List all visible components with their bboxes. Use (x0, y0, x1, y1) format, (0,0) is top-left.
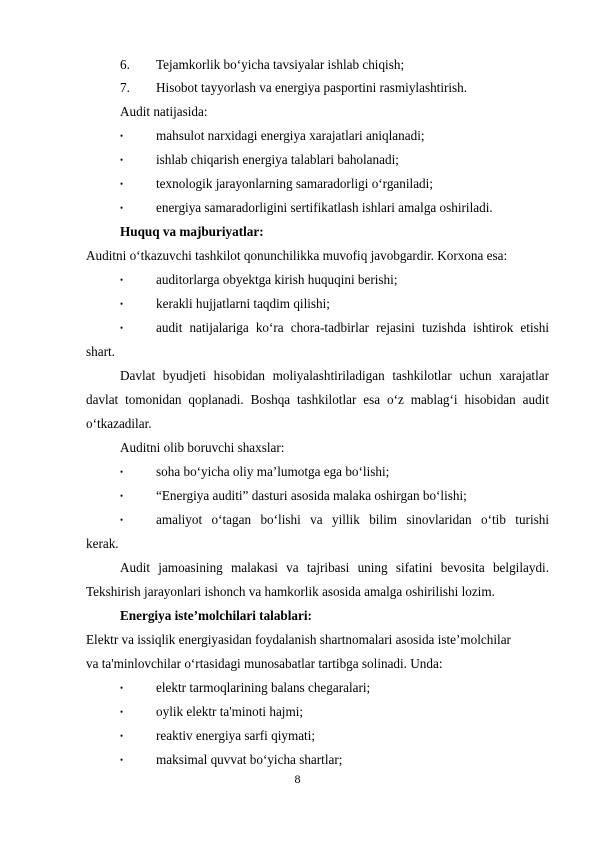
paragraph: Auditni olib boruvchi shaxslar: (120, 440, 285, 455)
bullet-icon: • (120, 467, 124, 477)
page-number: 8 (294, 772, 301, 786)
section-heading: Huquq va majburiyatlar: (120, 224, 264, 239)
bullet-icon: • (120, 515, 124, 525)
bullet-icon: • (120, 155, 124, 165)
numbered-item: Hisobot tayyorlash va energiya pasportini rasmiylashtirish. (156, 80, 468, 95)
list-number: 7. (120, 80, 130, 95)
bullet-icon: • (120, 323, 124, 333)
list-item: texnologik jarayonlarning samaradorligi o‘rganiladi; (156, 176, 433, 191)
paragraph: Elektr va issiqlik energiyasidan foydalanish shartnomalari asosida iste’molchilar (86, 632, 511, 647)
list-item: maksimal quvvat bo‘yicha shartlar; (156, 752, 343, 767)
paragraph: va ta'minlovchilar o‘rtasidagi munosabatlar tartibga solinadi. Unda: (86, 656, 443, 671)
paragraph: Audit natijasida: (120, 104, 208, 119)
bullet-icon: • (120, 131, 124, 141)
paragraph: Audit jamoasining malakasi va tajribasi uning sifatini bevosita belgilaydi. (120, 560, 549, 575)
bullet-icon: • (120, 755, 124, 765)
bullet-icon: • (120, 275, 124, 285)
paragraph: Tekshirish jarayonlari ishonch va hamkorlik asosida amalga oshirilishi lozim. (86, 584, 495, 599)
list-item-continuation: kerak. (86, 536, 119, 551)
list-item: elektr tarmoqlarining balans chegaralari; (156, 680, 371, 695)
bullet-icon: • (120, 203, 124, 213)
paragraph: o‘tkazadilar. (86, 416, 152, 431)
bullet-icon: • (120, 299, 124, 309)
list-item: soha bo‘yicha oliy ma’lumotga ega bo‘lishi; (156, 464, 390, 479)
bullet-icon: • (120, 179, 124, 189)
list-item: auditorlarga obyektga kirish huquqini berishi; (156, 272, 398, 287)
list-item: ishlab chiqarish energiya talablari baholanadi; (156, 152, 399, 167)
list-number: 6. (120, 57, 130, 72)
paragraph: Davlat byudjeti hisobidan moliyalashtiriladigan tashkilotlar uchun xarajatlar (120, 368, 549, 383)
list-item: amaliyot o‘tagan bo‘lishi va yillik bilim sinovlaridan o‘tib turishi (156, 512, 549, 527)
bullet-icon: • (120, 683, 124, 693)
bullet-icon: • (120, 707, 124, 717)
list-item: oylik elektr ta'minoti hajmi; (156, 704, 304, 719)
list-item: kerakli hujjatlarni taqdim qilishi; (156, 296, 330, 311)
numbered-item: Tejamkorlik bo‘yicha tavsiyalar ishlab chiqish; (156, 57, 405, 72)
list-item: energiya samaradorligini sertifikatlash ishlari amalga oshiriladi. (156, 200, 493, 215)
paragraph: davlat tomonidan qoplanadi. Boshqa tashkilotlar esa o‘z mablag‘i hisobidan audit (86, 392, 549, 407)
paragraph: Auditni o‘tkazuvchi tashkilot qonunchilikka muvofiq javobgardir. Korxona esa: (86, 248, 508, 263)
list-item: “Energiya auditi” dasturi asosida malaka oshirgan bo‘lishi; (156, 488, 467, 503)
bullet-icon: • (120, 731, 124, 741)
bullet-icon: • (120, 491, 124, 501)
list-item: reaktiv energiya sarfi qiymati; (156, 728, 316, 743)
section-heading: Energiya iste’molchilari talablari: (120, 608, 312, 623)
list-item-continuation: shart. (86, 344, 115, 359)
list-item: audit natijalariga ko‘ra chora-tadbirlar rejasini tuzishda ishtirok etishi (156, 320, 549, 335)
list-item: mahsulot narxidagi energiya xarajatlari aniqlanadi; (156, 128, 425, 143)
